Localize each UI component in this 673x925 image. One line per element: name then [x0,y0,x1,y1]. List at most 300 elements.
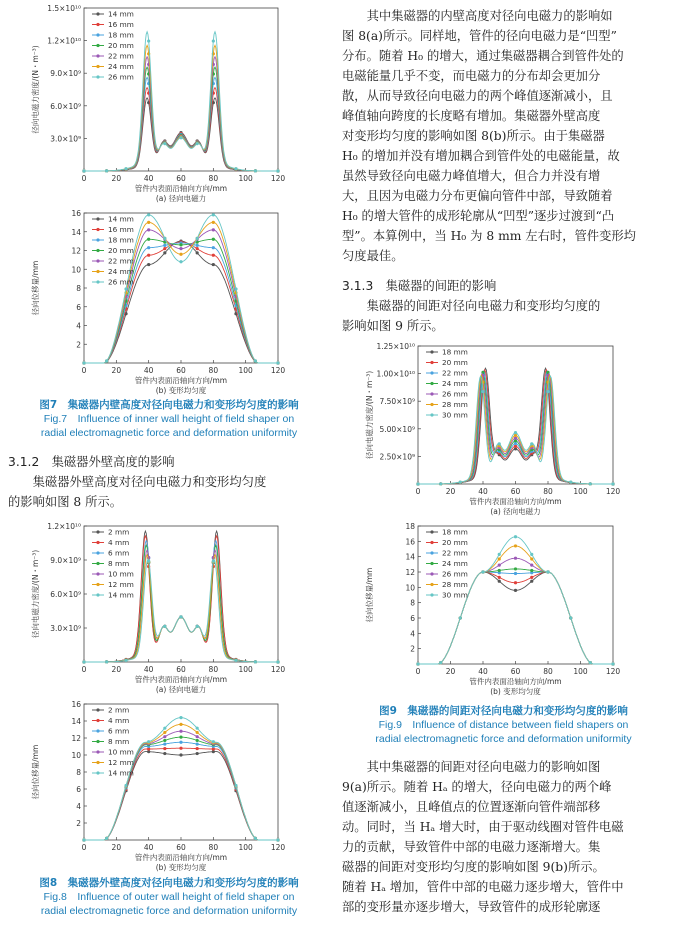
data-point [196,142,199,145]
y-tick-label: 6 [76,302,81,312]
data-point [82,660,85,663]
data-point [498,553,501,556]
paragraph-line: H₀ 的增加并没有增加耦合到管件处的电磁能量，故 [342,149,620,163]
data-point [514,535,517,538]
paragraph-line: 虽然导致径向电磁力峰值增大，但合力并没有增 [342,169,601,183]
data-point [589,661,592,664]
legend-marker [96,541,99,544]
legend-marker [96,761,99,764]
y-tick-label: 10 [405,583,415,593]
x-tick-label: 100 [238,843,253,852]
data-point [439,482,442,485]
x-tick-label: 100 [573,667,588,676]
data-point [459,480,462,483]
series-line [84,88,278,171]
legend-label: 12 mm [108,580,134,590]
legend-marker [96,771,99,774]
legend-label: 24 mm [108,62,134,72]
x-tick-label: 80 [208,665,219,674]
y-tick-label: 16 [71,209,81,218]
chart-fig9b [342,518,665,698]
y-tick-label: 10 [71,751,81,760]
y-tick-label: 8 [76,768,81,777]
paragraph-line: 值逐渐减小，且峰值点的位置逐渐向管件端部移 [342,800,601,814]
x-tick-label: 100 [238,174,253,183]
legend-label: 2 mm [108,705,130,715]
legend-marker [430,593,433,596]
data-point [179,741,182,744]
y-tick-label: 14 [71,227,81,237]
y-axis-label: 径向位移量/mm [365,567,374,623]
data-point [514,557,517,560]
paragraph-line: 大，且因为电磁力分布更偏向管件中部，导致随着 [342,189,613,203]
paragraph-line: 电磁能量几乎不变，而电磁力的分布却会更加分 [342,69,601,83]
data-point [212,228,215,231]
y-tick-label: 12 [405,568,415,577]
data-point [82,169,85,172]
paragraph-line: H₀ 的增大管件的成形轮廓从“凹型”逐步过渡到“凸 [342,209,615,223]
data-point [589,482,592,485]
data-point [530,564,533,567]
data-point [196,739,199,742]
data-point [163,727,166,730]
data-point [212,254,215,257]
legend-marker [430,530,433,533]
x-tick-label: 0 [81,665,87,674]
x-tick-label: 60 [510,487,521,496]
paragraph-line: 随着 Hₐ 增加，管件中部的电磁力逐步增大，管件中 [342,880,624,894]
legend-label: 26 mm [442,389,468,399]
legend-label: 4 mm [108,716,130,726]
data-point [105,359,108,362]
data-point [196,244,199,247]
data-point [498,569,501,572]
legend-marker [96,583,99,586]
data-point [147,221,150,224]
data-point [163,625,166,628]
legend-marker [430,551,433,554]
data-point [124,287,127,290]
series-line [84,77,278,171]
fig7-caption [8,398,330,440]
data-point [163,251,166,254]
legend-marker [96,719,99,722]
data-point [82,361,85,364]
legend-marker [430,371,433,374]
x-tick-label: 100 [238,366,253,375]
fig9-caption [342,704,665,746]
y-tick-label: 1.00×10¹⁰ [376,369,415,379]
x-tick-label: 120 [605,487,621,496]
data-point [276,169,279,172]
x-axis-label: 管件内表面沿轴向方向/mm [469,677,562,686]
paragraph-line: 动。同时，当 Hₐ 增大时，由于驱动线圈对管件电磁 [342,820,624,834]
x-tick-label: 0 [81,366,87,375]
legend-label: 14 mm [108,214,134,224]
y-tick-label: 3.0×10⁹ [50,624,81,633]
legend-marker [430,350,433,353]
x-tick-label: 120 [270,174,286,183]
y-axis-label: 径向电磁力密度/(N・m⁻³) [365,370,374,460]
data-point [212,39,215,42]
legend-label: 20 mm [442,538,468,548]
legend-label: 24 mm [442,379,468,389]
data-point [196,731,199,734]
paragraph-line: 峰值轴向跨度的长度略有增加。集磁器外壁高度 [342,109,601,123]
x-tick-label: 120 [605,667,621,676]
x-tick-label: 40 [478,667,488,676]
legend-label: 18 mm [442,347,468,357]
y-tick-label: 16 [405,537,415,547]
data-point [546,390,549,393]
legend-label: 22 mm [108,256,134,266]
legend-label: 22 mm [442,548,468,558]
legend-marker [96,54,99,57]
data-point [569,480,572,483]
legend-label: 20 mm [108,246,134,256]
data-point [147,39,150,42]
y-tick-label: 8 [76,284,81,293]
x-tick-label: 20 [111,366,122,375]
legend-label: 18 mm [108,235,134,245]
data-point [147,263,150,266]
x-tick-label: 60 [176,174,186,183]
data-point [254,660,257,663]
data-point [196,237,199,240]
legend-marker [96,562,99,565]
x-tick-label: 80 [208,174,219,183]
legend-marker [96,593,99,596]
y-tick-label: 6 [76,785,81,794]
x-tick-label: 80 [543,487,553,496]
legend-marker [96,729,99,732]
y-tick-label: 2 [76,819,81,828]
paragraph-line: 集磁器外壁高度对径向电磁力和变形均匀度 [32,475,267,489]
data-point [530,553,533,556]
y-tick-label: 6.0×10⁹ [50,590,81,599]
y-tick-label: 8 [410,598,415,608]
legend-label: 14 mm [108,9,134,19]
legend-marker [96,33,99,36]
data-point [416,662,419,665]
section-heading: 3.1.2 集磁器外壁高度的影响 [8,455,175,469]
data-point [234,287,237,290]
data-point [530,557,533,560]
legend-label: 30 mm [442,410,468,420]
fig8-caption [8,876,330,918]
legend-label: 2 mm [108,527,130,537]
section-3-1-2 [8,452,330,512]
x-tick-label: 60 [176,665,186,674]
data-point [439,661,442,664]
x-tick-label: 120 [270,366,286,375]
fig9-caption-en-1: Fig.9 Influence of distance between field shapers on [378,719,629,731]
legend-marker [96,238,99,241]
legend-label: 28 mm [442,400,468,410]
x-axis-label: 管件内表面沿轴向方向/mm [469,497,562,506]
data-point [498,557,501,560]
legend-label: 18 mm [442,527,468,537]
data-point [179,243,182,246]
legend-label: 10 mm [108,569,134,579]
paragraph-line: 影响如图 9 所示。 [342,319,444,333]
data-point [498,442,501,445]
legend-label: 26 mm [108,72,134,82]
x-tick-label: 20 [445,667,456,676]
data-point [179,736,182,739]
legend-label: 6 mm [108,548,130,558]
x-tick-label: 40 [143,366,154,375]
legend-marker [96,249,99,252]
y-tick-label: 12 [71,246,81,256]
x-tick-label: 40 [143,843,154,852]
legend-marker [430,583,433,586]
data-point [163,739,166,742]
right-text-top [342,6,665,266]
legend-marker [96,530,99,533]
data-point [234,784,237,787]
legend-label: 16 mm [108,20,134,30]
paragraph-line: 匀度最佳。 [342,249,404,263]
data-point [147,740,150,743]
data-point [514,431,517,434]
data-point [105,837,108,840]
legend-label: 28 mm [442,580,468,590]
data-point [416,482,419,485]
x-tick-label: 0 [415,667,421,676]
y-tick-label: 18 [405,522,415,531]
data-point [212,238,215,241]
chart-fig9a [342,338,665,518]
x-axis-label: 管件内表面沿轴向方向/mm [134,184,228,193]
x-tick-label: 20 [111,174,122,183]
legend-label: 18 mm [108,30,134,40]
data-point [234,659,237,662]
y-tick-label: 10 [71,265,81,275]
data-point [196,735,199,738]
y-axis-label: 径向位移量/mm [31,260,40,316]
series-line [84,742,278,840]
data-point [212,263,215,266]
data-point [147,254,150,257]
legend-label: 26 mm [108,277,134,287]
paragraph-line: 部的变形量亦逐步增大，导致管件的成形轮廓逐 [342,900,601,914]
legend-label: 14 mm [108,768,134,778]
y-tick-label: 2 [76,340,81,350]
fig7-caption-cn: 图7 集磁器内壁高度对径向电磁力和变形均匀度的影响 [39,399,299,411]
paragraph-line: 散，从而导致径向电磁力的两个峰值逐渐减小，且 [342,89,613,103]
legend-marker [430,572,433,575]
x-tick-label: 0 [415,487,421,496]
data-point [254,837,257,840]
y-tick-label: 4 [76,321,81,331]
paragraph-line: 集磁器的间距对径向电磁力和变形均匀度的 [366,299,601,313]
y-tick-label: 1.25×10¹⁰ [376,342,415,351]
y-tick-label: 9.0×10⁹ [50,556,81,565]
x-tick-label: 120 [270,843,286,852]
data-point [530,580,533,583]
x-tick-label: 100 [238,665,253,674]
y-tick-label: 16 [71,700,81,709]
data-point [147,228,150,231]
legend-label: 20 mm [442,358,468,368]
data-point [212,246,215,249]
data-point [163,742,166,745]
x-axis-label: 管件内表面沿轴向方向/mm [134,853,228,862]
x-tick-label: 20 [445,487,456,496]
legend-marker [96,75,99,78]
y-tick-label: 1.5×10¹⁰ [47,4,81,13]
section-3-1-3 [342,276,665,336]
paragraph-line: 力的贡献，导致管件中部的电磁力逐渐增大。集 [342,840,601,854]
paragraph-line: 其中集磁器的内壁高度对径向电磁力的影响如 [366,9,613,23]
data-point [179,730,182,733]
legend-label: 16 mm [108,225,134,235]
data-point [124,167,127,170]
legend-marker [430,562,433,565]
legend-label: 6 mm [108,726,130,736]
x-tick-label: 40 [143,174,154,183]
legend-marker [96,740,99,743]
y-tick-label: 4 [410,629,415,639]
data-point [498,580,501,583]
data-point [147,213,150,216]
data-point [196,625,199,628]
legend-marker [96,23,99,26]
y-tick-label: 14 [405,552,415,562]
x-tick-label: 20 [111,665,122,674]
legend-marker [96,708,99,711]
data-point [179,615,182,618]
data-point [147,560,150,563]
data-point [569,616,572,619]
y-axis-label: 径向电磁力密度/(N・m⁻³) [31,45,40,134]
legend-label: 22 mm [442,368,468,378]
data-point [124,659,127,662]
legend-label: 8 mm [108,737,130,747]
data-point [514,434,517,437]
legend-label: 10 mm [108,747,134,757]
data-point [196,727,199,730]
data-point [147,238,150,241]
y-tick-label: 3.0×10⁹ [50,134,81,144]
x-axis-label: 管件内表面沿轴向方向/mm [134,675,228,684]
paragraph-line: 型”。本算例中，当 H₀ 为 8 mm 左右时，管件变形均 [342,229,636,243]
data-point [147,246,150,249]
paragraph-line: 对变形均匀度的影响如图 8(b)所示。由于集磁器 [342,129,605,143]
data-point [105,660,108,663]
x-tick-label: 80 [543,667,553,676]
data-point [276,838,279,841]
data-point [196,247,199,250]
data-point [179,260,182,263]
x-tick-label: 0 [81,174,87,183]
chart-fig7b [8,205,330,397]
data-point [212,560,215,563]
x-tick-label: 80 [208,843,219,852]
y-tick-label: 2 [410,644,415,654]
legend-marker [96,65,99,68]
paragraph-line: 磁器的间距对变形均匀度的影响如图 9(b)所示。 [342,860,605,874]
paragraph-line: 其中集磁器的间距对径向电磁力的影响如图 [366,760,601,774]
legend-marker [430,361,433,364]
series-line [84,67,278,171]
legend-label: 30 mm [442,590,468,600]
chart-fig8b [8,696,330,874]
x-tick-label: 40 [478,487,488,496]
data-point [514,567,517,570]
legend-label: 12 mm [108,758,134,768]
x-tick-label: 60 [176,366,186,375]
fig9-caption-en-2: radial electromagnetic force and deformation uniformity [375,733,632,745]
data-point [254,359,257,362]
paragraph-line: 的影响如图 8 所示。 [8,495,123,509]
data-point [514,572,517,575]
data-point [514,589,517,592]
right-text-bottom [342,757,665,917]
legend-marker [96,572,99,575]
data-point [163,237,166,240]
y-tick-label: 6 [410,614,415,623]
legend-marker [430,382,433,385]
data-point [82,838,85,841]
fig8-caption-en-2: radial electromagnetic force and deformation uniformity [40,905,298,917]
legend-label: 24 mm [442,559,468,569]
legend-marker [430,392,433,395]
legend-marker [96,750,99,753]
data-point [196,747,199,750]
chart-fig8a [8,518,330,696]
data-point [530,576,533,579]
legend-label: 22 mm [108,51,134,61]
data-point [234,167,237,170]
data-point [498,576,501,579]
paragraph-line: 分布。随着 H₀ 的增大，通过集磁器耦合到管件处的 [342,49,624,63]
legend-marker [96,12,99,15]
chart-subtitle: (a) 径向电磁力 [155,685,207,694]
data-point [546,570,549,573]
data-point [254,169,257,172]
legend-label: 14 mm [108,590,134,600]
data-point [124,784,127,787]
data-point [481,390,484,393]
y-axis-label: 径向位移量/mm [31,744,40,800]
data-point [105,169,108,172]
data-point [611,662,614,665]
data-point [514,544,517,547]
fig8-caption-cn: 图8 集磁器外壁高度对径向电磁力和变形均匀度的影响 [39,877,299,889]
legend-label: 8 mm [108,559,130,569]
data-point [196,251,199,254]
fig7-caption-en-1: Fig.7 Influence of inner wall height of field shaper on [43,413,295,425]
x-tick-label: 60 [176,843,186,852]
y-axis-label: 径向电磁力密度/(N・m⁻³) [31,549,40,639]
fig9-caption-cn: 图9 集磁器的间距对径向电磁力和变形均匀度的影响 [379,705,628,717]
legend-marker [96,280,99,283]
legend-marker [96,44,99,47]
data-point [196,752,199,755]
data-point [179,136,182,139]
data-point [276,361,279,364]
legend-marker [430,541,433,544]
chart-subtitle: (a) 径向电磁力 [155,194,207,203]
data-point [163,735,166,738]
legend-marker [430,413,433,416]
data-point [212,213,215,216]
y-tick-label: 6.0×10⁹ [50,101,81,111]
legend-label: 24 mm [108,267,134,277]
legend-marker [96,270,99,273]
